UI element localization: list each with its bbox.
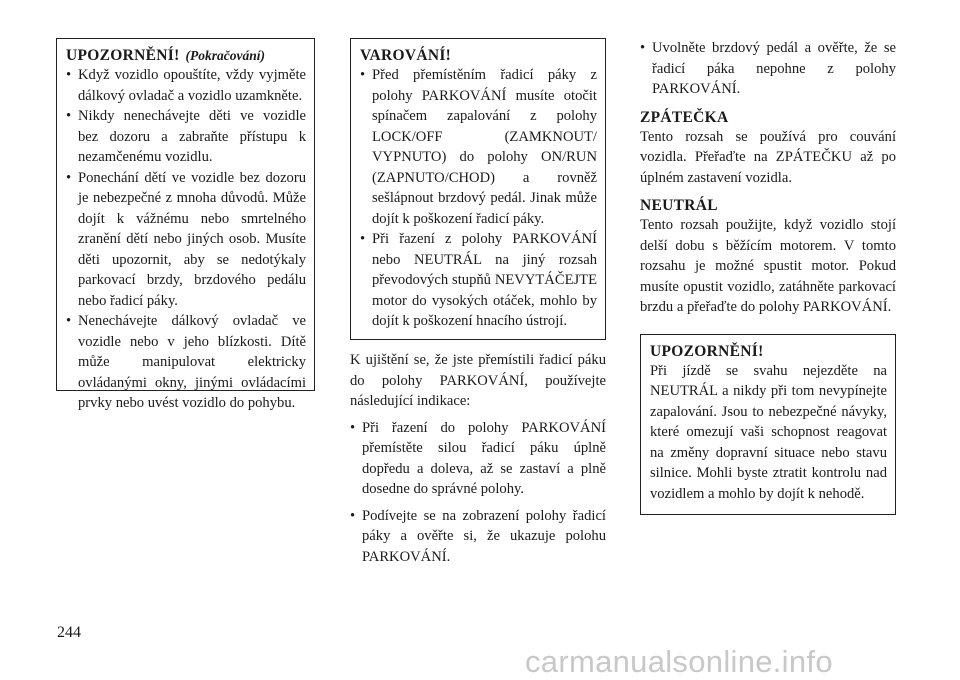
neutral-text: Tento rozsah použijte, když vozidlo stojí delší dobu s běžícím motorem. V tomto rozsahu je možné spustit motor. Pokud musíte opustit vozidlo, zatáhněte parkovací brzdu a přeřaďte do polohy PARKOVÁNÍ. [640,217,896,315]
caution-box [640,334,896,515]
page-number: 244 [57,624,81,641]
caution-title: UPOZORNĚNÍ! [66,47,180,64]
caution-list [66,65,306,414]
reverse-heading: ZPÁTEČKA [640,108,729,126]
list-item: • Nenechávejte dálkový ovladač ve vozidle nebo v jeho blízkosti. Dítě může manipulovat elektricky ovládanými okny, jinými ovládacími prvky nebo uvést vozidlo do pohybu. [66,313,306,411]
warning-title: VAROVÁNÍ! [360,47,452,64]
list-item: • Když vozidlo opouštíte, vždy vyjměte dálkový ovladač a vozidlo uzamkněte. [66,67,306,104]
list-item: • Uvolněte brzdový pedál a ověřte, že se řadicí páka nepohne z polohy PARKOVÁNÍ. [640,40,896,97]
middle-column [350,38,606,567]
continuation-label: (Pokračování) [185,48,266,63]
list-item: • Ponechání dětí ve vozidle bez dozoru je nebezpečné z mnoha důvodů. Může dojít k vážnému nebo smrtelného zranění dětí nebo jiných osob. Musíte děti upozornit, aby se nedotýkaly parkovací brzdy, brzdového pedálu nebo řadicí páky. [66,169,306,309]
warning-box [350,38,606,340]
list-item: • Při řazení z polohy PARKOVÁNÍ nebo NEUTRÁL na jiný rozsah převodových stupňů NEVYTÁČEJTE motor do vysokých otáček, mohlo by dojít k poškození hnacího ústrojí. [360,231,597,329]
right-column [640,38,896,515]
list-item: • Před přemístěním řadicí páky z polohy PARKOVÁNÍ musíte otočit spínačem zapalování z polohy LOCK/OFF (ZAMKNOUT/ VYPNUTO) do polohy ON/RUN (ZAPNUTO/CHOD) a rovněž sešlápnout brzdový pedál. Jinak může dojít k poškození řadicí páky. [360,67,597,227]
warning-list [360,65,597,332]
park-intro: K ujištění se, že jste přemístili řadicí páku do polohy PARKOVÁNÍ, používejte následující indikace: [350,352,606,409]
park-list-continued [640,38,896,100]
caution-box-header [66,46,306,65]
list-item: • Nikdy nenechávejte děti ve vozidle bez dozoru a zabraňte přístupu k nezamčenému vozidlu. [66,108,306,165]
neutral-heading: NEUTRÁL [640,197,718,214]
caution-title: UPOZORNĚNÍ! [650,342,764,360]
list-item: • Podívejte se na zobrazení polohy řadicí páky a ověřte si, že ukazuje polohu PARKOVÁNÍ. [350,507,606,565]
watermark: carmanualsonline.info [525,644,833,679]
list-item: • Při řazení do polohy PARKOVÁNÍ přemístěte silou řadicí páku úplně dopředu a doleva, až se zastaví a plně dosedne do správné polohy. [350,419,606,497]
caution-box-continued [56,38,315,411]
park-list [350,418,606,568]
caution-text: Při jízdě se svahu nejezděte na NEUTRÁL a nikdy při tom nevypínejte zapalování. Jsou to nebezpečné návyky, které omezují vaši schopnost reagovat na změny dopravní situace nebo stavu silnice. Mohli byste ztratit kontrolu nad vozidlem a mohlo by dojít k nehodě. [650,362,887,502]
reverse-text: Tento rozsah se používá pro couvání vozidla. Přeřaďte na ZPÁTEČKU až po úplném zastavení vozidla. [640,128,896,186]
